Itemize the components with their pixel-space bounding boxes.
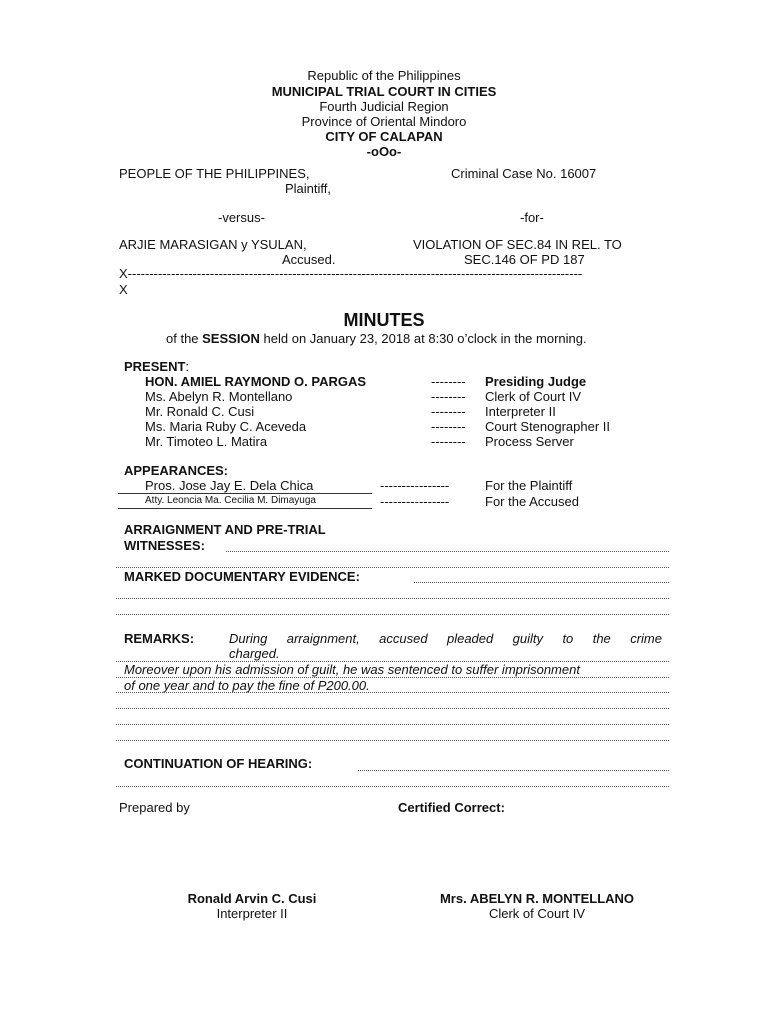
city: CITY OF CALAPAN — [325, 129, 443, 144]
present-dash-4: -------- — [431, 434, 466, 449]
evidence-fill-line — [414, 582, 669, 583]
present-dash-3: -------- — [431, 419, 466, 434]
document-title: MINUTES — [343, 310, 425, 330]
case-number: Criminal Case No. 16007 — [451, 166, 597, 181]
blank-line — [116, 724, 669, 725]
appearances-label: APPEARANCES: — [124, 463, 229, 478]
session-prefix: of the — [166, 331, 203, 346]
session-line — [166, 331, 587, 346]
caption-divider: X--------------------------------------------------------------------------------------------------------- — [119, 266, 583, 281]
present-role-2: Interpreter II — [485, 404, 556, 419]
prepared-by-label: Prepared by — [119, 800, 190, 815]
charge-line-2: SEC.146 OF PD 187 — [464, 252, 585, 267]
for-label: -for- — [520, 210, 544, 225]
appearance-role-1: For the Accused — [485, 494, 579, 509]
blank-line — [116, 786, 669, 787]
blank-line — [116, 740, 669, 741]
present-name-2: Mr. Ronald C. Cusi — [145, 404, 255, 419]
remarks-text-1b: charged. — [229, 646, 280, 661]
remarks-label: REMARKS: — [124, 631, 195, 646]
present-role-3: Court Stenographer II — [485, 419, 611, 434]
witnesses-label: WITNESSES: — [124, 538, 205, 553]
continuation-fill-line — [358, 770, 669, 771]
judicial-region: Fourth Judicial Region — [319, 99, 449, 114]
ornament: -oOo- — [366, 144, 402, 159]
certified-correct-label: Certified Correct: — [398, 800, 505, 815]
preparer-title: Interpreter II — [216, 906, 288, 921]
certifier-name: Mrs. ABELYN R. MONTELLANO — [439, 891, 635, 906]
remarks-text-1: During arraignment, accused pleaded guilty to the crime — [229, 631, 662, 646]
continuation-label: CONTINUATION OF HEARING: — [124, 756, 313, 771]
appearance-role-0: For the Plaintiff — [485, 478, 573, 493]
plaintiff-role: Plaintiff, — [285, 181, 332, 196]
present-name-3: Ms. Maria Ruby C. Aceveda — [145, 419, 307, 434]
present-label — [124, 359, 189, 374]
session-suffix: held on January 23, 2018 at 8:30 o’clock in the morning. — [259, 331, 587, 346]
remarks-text-2: Moreover upon his admission of guilt, he was sentenced to suffer imprisonment — [124, 662, 580, 677]
accused-name: ARJIE MARASIGAN y YSULAN, — [119, 237, 307, 252]
present-dash-1: -------- — [431, 389, 466, 404]
session-bold: SESSION — [202, 331, 260, 346]
appearance-underline-1 — [118, 508, 372, 509]
blank-line — [116, 692, 669, 693]
appearance-name-1: Atty. Leoncia Ma. Cecilia M. Dimayuga — [145, 495, 316, 506]
present-dash-2: -------- — [431, 404, 466, 419]
remarks-text-3: of one year and to pay the fine of P200.00. — [124, 678, 370, 693]
blank-line — [116, 708, 669, 709]
present-role-1: Clerk of Court IV — [485, 389, 582, 404]
blank-line — [116, 598, 669, 599]
blank-line — [116, 567, 669, 568]
appearance-dash-1: ---------------- — [380, 494, 450, 509]
caption-divider-end: X — [119, 282, 128, 297]
plaintiff-name: PEOPLE OF THE PHILIPPINES, — [119, 166, 310, 181]
witnesses-fill-line — [226, 551, 669, 552]
preparer-name: Ronald Arvin C. Cusi — [187, 891, 317, 906]
evidence-label: MARKED DOCUMENTARY EVIDENCE: — [124, 569, 360, 584]
arraignment-label: ARRAIGNMENT AND PRE-TRIAL — [124, 522, 326, 537]
accused-role: Accused. — [282, 252, 336, 267]
versus-label: -versus- — [218, 210, 265, 225]
charge-line-1: VIOLATION OF SEC.84 IN REL. TO — [413, 237, 622, 252]
court-name: MUNICIPAL TRIAL COURT IN CITIES — [271, 84, 497, 99]
province: Province of Oriental Mindoro — [301, 114, 467, 129]
blank-line — [116, 614, 669, 615]
present-name-1: Ms. Abelyn R. Montellano — [145, 389, 293, 404]
appearance-name-0: Pros. Jose Jay E. Dela Chica — [145, 478, 314, 493]
present-name-4: Mr. Timoteo L. Matira — [145, 434, 268, 449]
country-heading: Republic of the Philippines — [307, 68, 461, 83]
certifier-title: Clerk of Court IV — [488, 906, 586, 921]
present-role-4: Process Server — [485, 434, 574, 449]
appearance-underline-0 — [118, 493, 372, 494]
present-dash-0: -------- — [431, 374, 466, 389]
present-role-0: Presiding Judge — [485, 374, 587, 389]
present-name-0: HON. AMIEL RAYMOND O. PARGAS — [145, 374, 367, 389]
present-colon: : — [185, 359, 190, 374]
present-label-text: PRESENT — [124, 359, 186, 374]
appearance-dash-0: ---------------- — [380, 478, 450, 493]
